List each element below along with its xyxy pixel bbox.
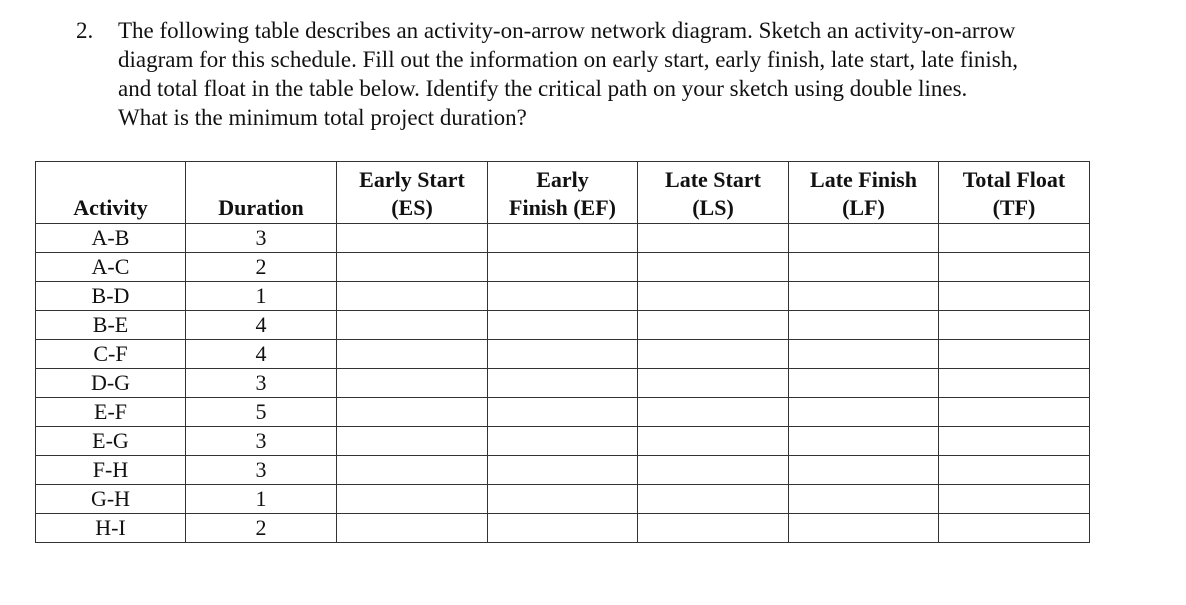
table-header-row — [36, 162, 1090, 224]
cell-late-start[interactable] — [638, 282, 789, 311]
cell-late-start[interactable] — [638, 369, 789, 398]
table-body — [36, 224, 1090, 543]
table-row — [36, 253, 1090, 282]
cell-duration: 2 — [186, 253, 337, 282]
table-row — [36, 485, 1090, 514]
cell-early-start[interactable] — [337, 369, 488, 398]
cell-activity: G-H — [36, 485, 186, 514]
schedule-table — [35, 161, 1090, 543]
cell-late-finish[interactable] — [789, 427, 939, 456]
cell-late-start[interactable] — [638, 427, 789, 456]
cell-late-start[interactable] — [638, 340, 789, 369]
cell-late-finish[interactable] — [789, 485, 939, 514]
header-line-1: Early Start — [359, 167, 465, 192]
cell-early-start[interactable] — [337, 398, 488, 427]
cell-early-finish[interactable] — [488, 456, 638, 485]
cell-late-finish[interactable] — [789, 282, 939, 311]
cell-total-float[interactable] — [939, 340, 1090, 369]
cell-early-finish[interactable] — [488, 485, 638, 514]
cell-late-finish[interactable] — [789, 514, 939, 543]
cell-early-start[interactable] — [337, 224, 488, 253]
header-activity — [36, 162, 186, 224]
cell-early-start[interactable] — [337, 253, 488, 282]
header-line-1: Late Start — [665, 167, 761, 192]
cell-duration: 3 — [186, 427, 337, 456]
header-line-2: (LS) — [692, 195, 734, 220]
cell-total-float[interactable] — [939, 282, 1090, 311]
cell-activity: F-H — [36, 456, 186, 485]
cell-late-finish[interactable] — [789, 398, 939, 427]
cell-activity: A-C — [36, 253, 186, 282]
question-line: The following table describes an activity-on-arrow network diagram. Sketch an activity-on-arrow — [118, 18, 1016, 43]
question-block — [76, 16, 1116, 132]
cell-late-start[interactable] — [638, 514, 789, 543]
table-row — [36, 427, 1090, 456]
cell-late-start[interactable] — [638, 224, 789, 253]
header-late-start — [638, 162, 789, 224]
cell-total-float[interactable] — [939, 398, 1090, 427]
cell-activity: C-F — [36, 340, 186, 369]
cell-total-float[interactable] — [939, 224, 1090, 253]
header-line-2: (ES) — [391, 195, 433, 220]
question-number: 2. — [76, 18, 94, 43]
cell-duration: 3 — [186, 456, 337, 485]
table-row — [36, 224, 1090, 253]
question-line: What is the minimum total project duration? — [118, 105, 527, 130]
cell-duration: 2 — [186, 514, 337, 543]
header-line-2: Duration — [218, 195, 304, 220]
cell-late-start[interactable] — [638, 485, 789, 514]
header-line-2: Activity — [73, 195, 148, 220]
cell-activity: H-I — [36, 514, 186, 543]
cell-activity: E-F — [36, 398, 186, 427]
question-line: and total float in the table below. Identify the critical path on your sketch using double lines. — [118, 76, 968, 101]
table-row — [36, 398, 1090, 427]
cell-early-start[interactable] — [337, 340, 488, 369]
question-line: diagram for this schedule. Fill out the information on early start, early finish, late start, late finish, — [118, 47, 1018, 72]
header-line-1: Early — [536, 167, 589, 192]
cell-total-float[interactable] — [939, 514, 1090, 543]
header-line-1: Total Float — [962, 167, 1066, 192]
cell-early-start[interactable] — [337, 311, 488, 340]
header-total-float — [939, 162, 1090, 224]
cell-duration: 3 — [186, 224, 337, 253]
cell-early-finish[interactable] — [488, 369, 638, 398]
table-row — [36, 456, 1090, 485]
table-row — [36, 282, 1090, 311]
cell-activity: B-E — [36, 311, 186, 340]
cell-late-start[interactable] — [638, 398, 789, 427]
question-text — [118, 16, 1116, 132]
cell-late-finish[interactable] — [789, 340, 939, 369]
cell-late-finish[interactable] — [789, 456, 939, 485]
cell-duration: 4 — [186, 311, 337, 340]
table-row — [36, 340, 1090, 369]
cell-duration: 1 — [186, 282, 337, 311]
cell-duration: 1 — [186, 485, 337, 514]
cell-late-finish[interactable] — [789, 369, 939, 398]
cell-early-finish[interactable] — [488, 398, 638, 427]
cell-activity: E-G — [36, 427, 186, 456]
cell-total-float[interactable] — [939, 369, 1090, 398]
cell-duration: 5 — [186, 398, 337, 427]
header-early-start — [337, 162, 488, 224]
header-duration — [186, 162, 337, 224]
cell-early-finish[interactable] — [488, 340, 638, 369]
cell-total-float[interactable] — [939, 485, 1090, 514]
cell-duration: 3 — [186, 369, 337, 398]
cell-late-finish[interactable] — [789, 311, 939, 340]
header-line-2: Finish (EF) — [509, 195, 616, 220]
cell-early-finish[interactable] — [488, 282, 638, 311]
cell-total-float[interactable] — [939, 253, 1090, 282]
header-early-finish — [488, 162, 638, 224]
cell-activity: A-B — [36, 224, 186, 253]
cell-early-finish[interactable] — [488, 427, 638, 456]
cell-late-finish[interactable] — [789, 224, 939, 253]
header-line-2: (TF) — [992, 195, 1036, 220]
cell-late-start[interactable] — [638, 253, 789, 282]
cell-total-float[interactable] — [939, 456, 1090, 485]
header-line-1: Late Finish — [810, 167, 917, 192]
cell-early-start[interactable] — [337, 485, 488, 514]
cell-late-start[interactable] — [638, 456, 789, 485]
cell-early-start[interactable] — [337, 282, 488, 311]
cell-duration: 4 — [186, 340, 337, 369]
header-line-2: (LF) — [842, 195, 885, 220]
cell-total-float[interactable] — [939, 311, 1090, 340]
cell-activity: D-G — [36, 369, 186, 398]
cell-early-start[interactable] — [337, 427, 488, 456]
cell-late-start[interactable] — [638, 311, 789, 340]
cell-early-start[interactable] — [337, 514, 488, 543]
table-row — [36, 514, 1090, 543]
cell-total-float[interactable] — [939, 427, 1090, 456]
header-late-finish — [789, 162, 939, 224]
cell-activity: B-D — [36, 282, 186, 311]
cell-early-finish[interactable] — [488, 311, 638, 340]
cell-early-finish[interactable] — [488, 253, 638, 282]
table-row — [36, 369, 1090, 398]
cell-early-start[interactable] — [337, 456, 488, 485]
cell-early-finish[interactable] — [488, 514, 638, 543]
table-row — [36, 311, 1090, 340]
cell-early-finish[interactable] — [488, 224, 638, 253]
cell-late-finish[interactable] — [789, 253, 939, 282]
